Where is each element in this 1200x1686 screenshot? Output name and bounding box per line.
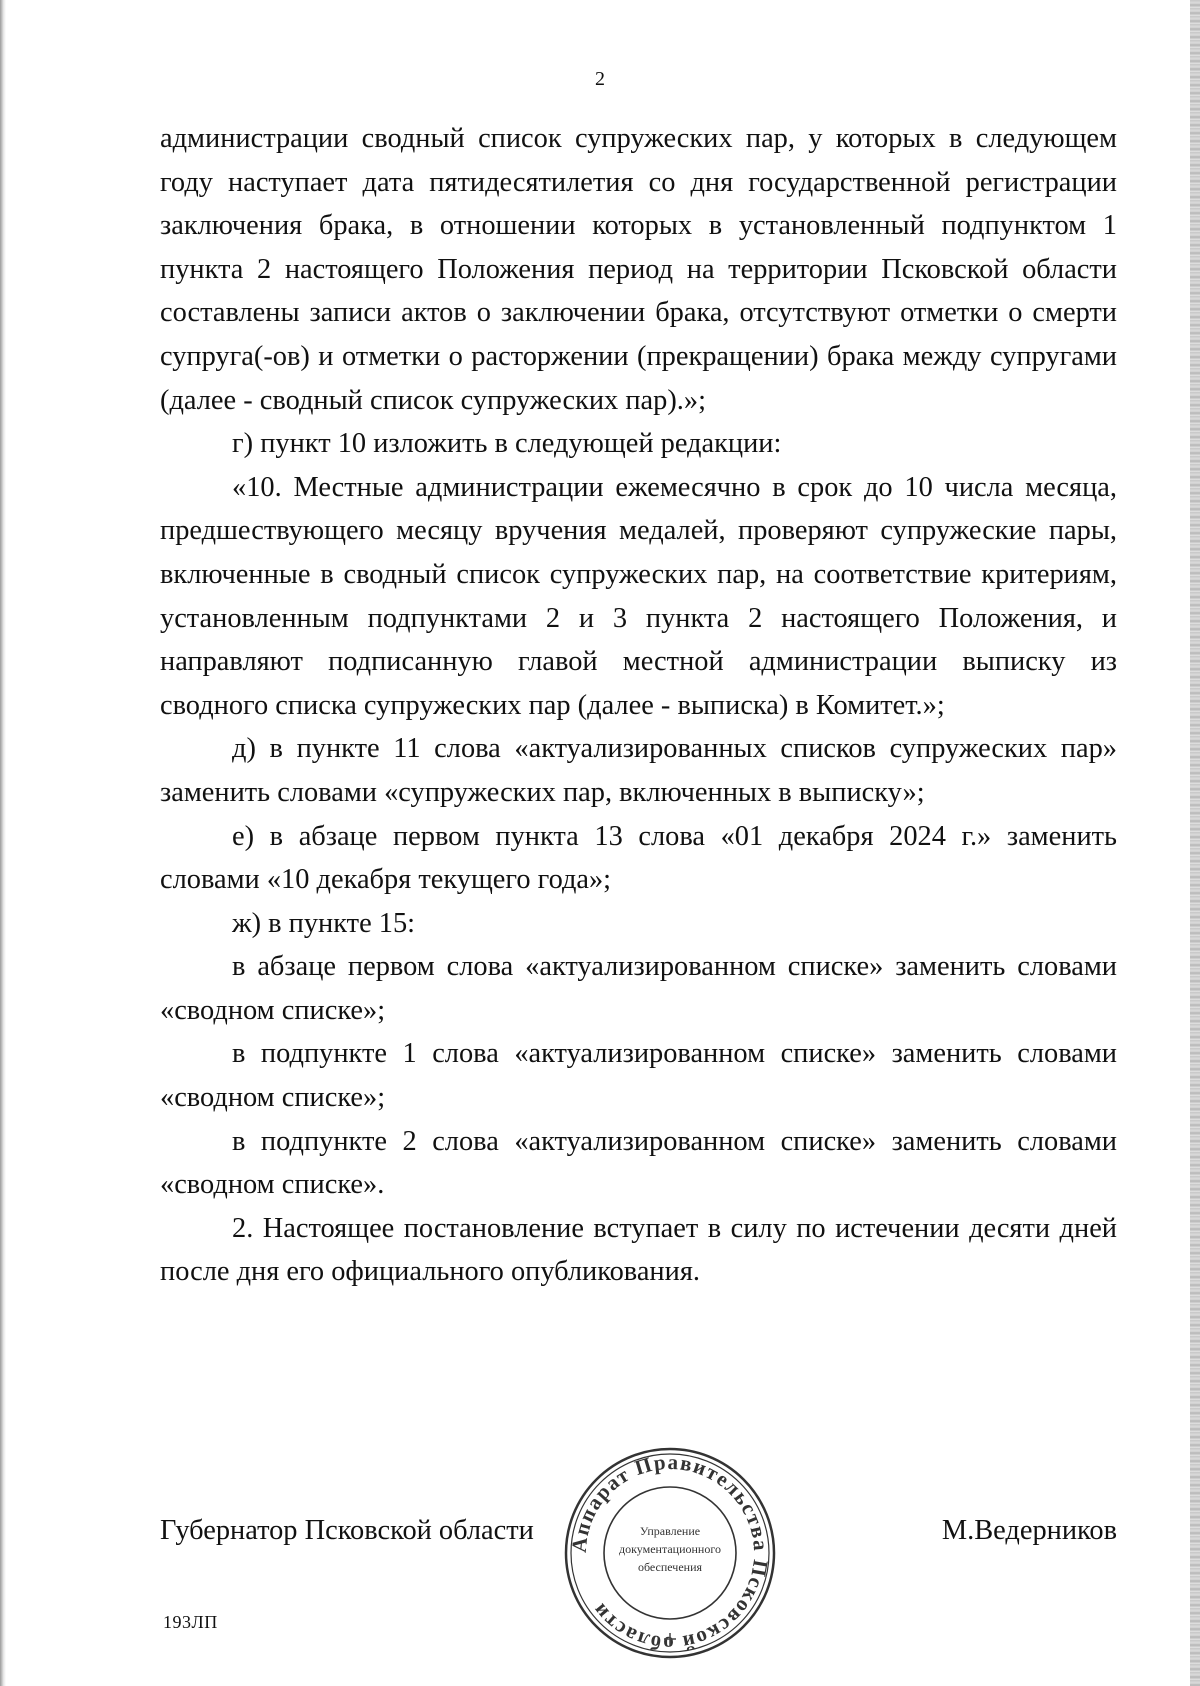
paragraph-continuation: администрации сводный список супружеских пар, у которых в следующем году наступает дата пятидесятилетия со дня государственной регистрации заключения брака, в отношении которых в установленный подпунктом 1 пункта 2 настоящего Положения период на территории Псковской области составлены записи актов о заключении брака, отсутствуют отметки о смерти супруга(-ов) и отметки о расторжении (прекращении) брака между супругами (далее - сводный список супружеских пар).»; xyxy=(160,123,1117,416)
document-body xyxy=(160,117,1117,1294)
seal-inner-line-1: Управление xyxy=(639,1524,701,1538)
paragraph-subpoint-1: в подпункте 1 слова «актуализированном списке» заменить словами «сводном списке»; xyxy=(160,1038,1117,1114)
paragraph-point-2-entry-into-force: 2. Настоящее постановление вступает в силу по истечении десяти дней после дня его официального опубликования. xyxy=(160,1212,1117,1288)
paragraph-item-g: г) пункт 10 изложить в следующей редакции: xyxy=(232,428,782,460)
signatory-name: М.Ведерников xyxy=(941,1515,1117,1546)
signature-block xyxy=(160,1506,1117,1556)
paragraph-abzac-first: в абзаце первом слова «актуализированном списке» заменить словами «сводном списке»; xyxy=(160,951,1117,1026)
page-number: 2 xyxy=(595,68,605,90)
seal-outer-text: Аппарат Правительства Псковской области xyxy=(566,1449,774,1657)
scan-edge-left xyxy=(0,0,6,1686)
paragraph-point-10: «10. Местные администрации ежемесячно в срок до 10 числа месяца, предшествующего месяцу вручения медалей, проверяют супружеские пары, включенные в сводный список супружеских пар, на соответствие критериям, установленным подпунктами 2 и 3 пункта 2 настоящего Положения, и направляют подписанную главой местной администрации выписку из сводного списка супружеских пар (далее - выписка) в Комитет.»; xyxy=(160,471,1117,721)
paragraph-subpoint-2: в подпункте 2 слова «актуализированном списке» заменить словами «сводном списке». xyxy=(160,1125,1117,1201)
document-code: 193ЛП xyxy=(163,1612,218,1632)
signatory-position: Губернатор Псковской области xyxy=(160,1515,534,1546)
seal-inner-line-3: обеспечения xyxy=(637,1560,703,1574)
paragraph-item-d: д) в пункте 11 слова «актуализированных списков супружеских пар» заменить словами «супружеских пар, включенных в выписку»; xyxy=(160,733,1117,808)
scan-edge-right xyxy=(1190,0,1200,1686)
paragraph-item-zh: ж) в пункте 15: xyxy=(232,907,416,939)
paragraph-item-e: е) в абзаце первом пункта 13 слова «01 декабря 2024 г.» заменить словами «10 декабря текущего года»; xyxy=(160,820,1117,896)
seal-inner-line-2: документационного xyxy=(619,1542,721,1556)
